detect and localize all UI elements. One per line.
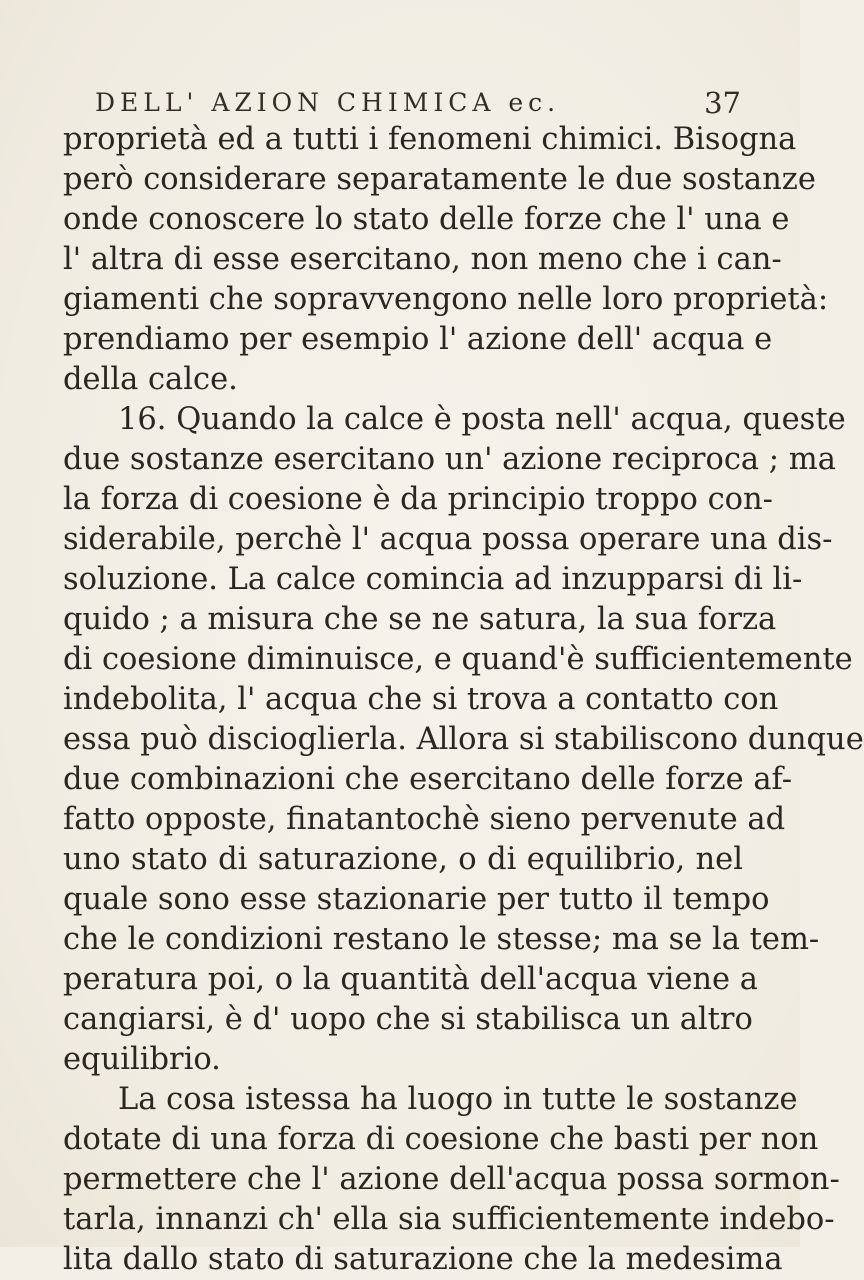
text-line: della calce. (63, 362, 238, 397)
page-number: 37 (704, 86, 741, 120)
text-line: essa può discioglierla. Allora si stabiliscono dunque (63, 722, 864, 757)
text-line: dotate di una forza di coesione che basti per non (63, 1122, 819, 1157)
text-line: l' altra di esse esercitano, non meno che i can- (63, 242, 782, 277)
text-line: la forza di coesione è da principio troppo con- (63, 482, 773, 517)
text-line: prendiamo per esempio l' azione dell' acqua e (63, 322, 773, 357)
text-line: fatto opposte, finatantochè sieno pervenute ad (63, 802, 786, 837)
text-line: onde conoscere lo stato delle forze che l' una e (63, 202, 790, 237)
text-line: che le condizioni restano le stesse; ma se la tem- (63, 922, 820, 957)
text-line: equilibrio. (63, 1042, 221, 1077)
text-line: però considerare separatamente le due sostanze (63, 162, 816, 197)
text-line: tarla, innanzi ch' ella sia sufficientemente indebo- (63, 1202, 835, 1237)
text-line: quido ; a misura che se ne satura, la sua forza (63, 602, 777, 637)
text-line: permettere che l' azione dell'acqua possa sormon- (63, 1162, 840, 1197)
text-line: quale sono esse stazionarie per tutto il tempo (63, 882, 770, 917)
text-line: 16. Quando la calce è posta nell' acqua, queste (118, 402, 846, 437)
text-line: giamenti che sopravvengono nelle loro proprietà: (63, 282, 829, 317)
text-line: indebolita, l' acqua che si trova a contatto con (63, 682, 779, 717)
text-line: siderabile, perchè l' acqua possa operare una dis- (63, 522, 833, 557)
text-line: peratura poi, o la quantità dell'acqua viene a (63, 962, 758, 997)
running-head: DELL' AZION CHIMICA ec. (95, 88, 561, 117)
text-line: La cosa istessa ha luogo in tutte le sostanze (118, 1082, 798, 1117)
text-line: due combinazioni che esercitano delle forze af- (63, 762, 793, 797)
text-line: di coesione diminuisce, e quand'è sufficientemente (63, 642, 853, 677)
text-line: uno stato di saturazione, o di equilibrio, nel (63, 842, 743, 877)
text-line: lita dallo stato di saturazione che la medesima (63, 1242, 783, 1277)
text-line: cangiarsi, è d' uopo che si stabilisca un altro (63, 1002, 753, 1037)
text-line: soluzione. La calce comincia ad inzupparsi di li- (63, 562, 803, 597)
text-line: due sostanze esercitano un' azione reciproca ; ma (63, 442, 836, 477)
body-text (63, 120, 864, 1280)
text-line: proprietà ed a tutti i fenomeni chimici. Bisogna (63, 122, 797, 157)
